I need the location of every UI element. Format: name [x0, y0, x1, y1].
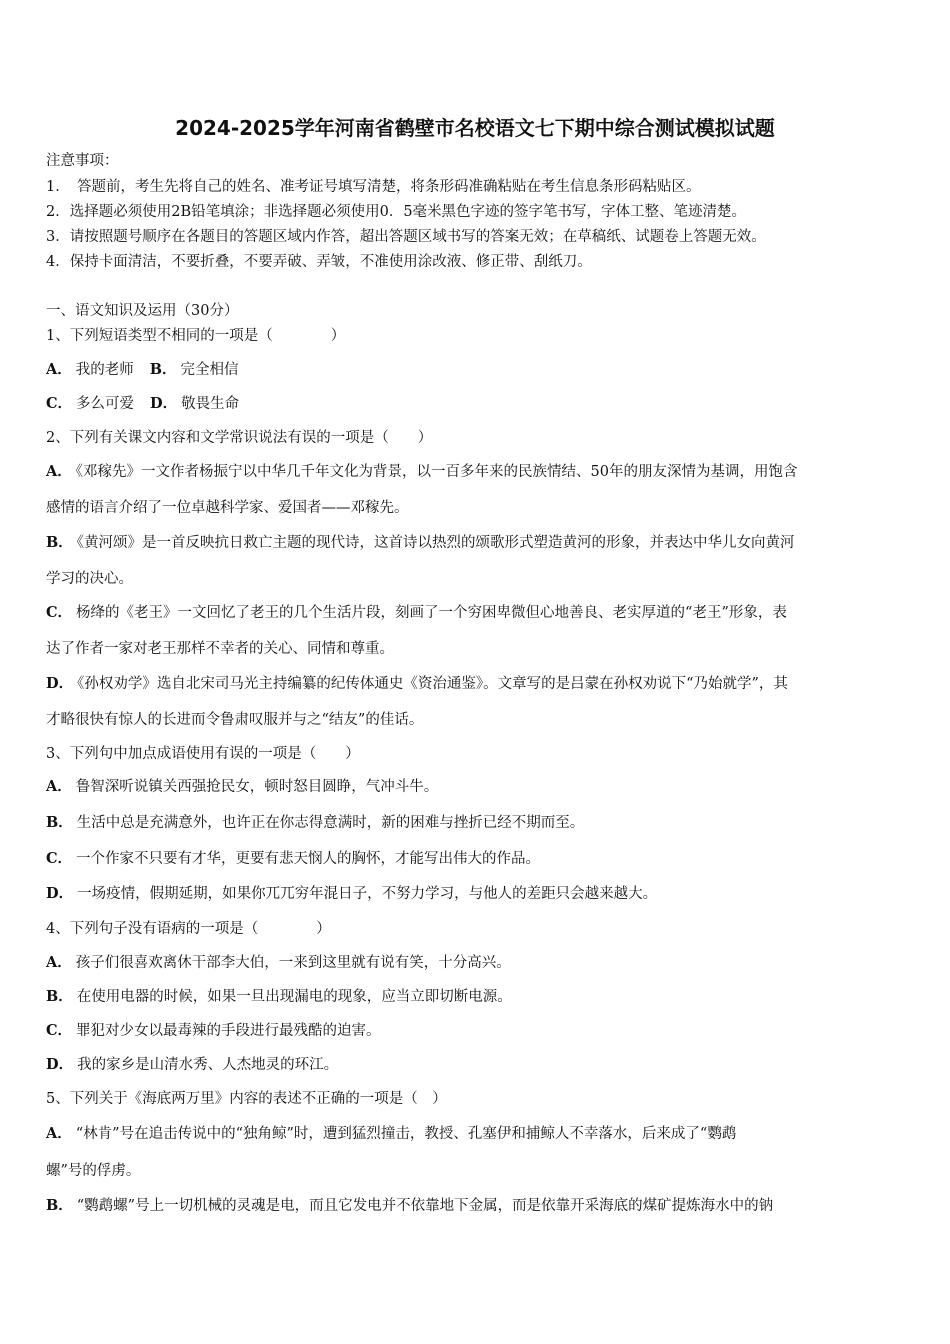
- option-label: C．: [46, 395, 73, 412]
- option-a-text: 鲁智深听说镇关西强抢民女，顿时怒目圆睁，气冲斗牛。: [75, 779, 439, 795]
- option-b-text: “鹦鹉螺”号上一切机械的灵魂是电，而且它发电并不依靠地下金属，而是依靠开采海底的煤矿提炼海水中的钠: [76, 1198, 774, 1214]
- question-2-option-d-cont: 才略很快有惊人的长进而令鲁肃叹服并与之“结友”的佳话。: [46, 712, 424, 728]
- option-c-text: 多么可爱: [76, 396, 135, 412]
- question-3-option-a: [46, 777, 438, 797]
- option-label: D．: [46, 1056, 74, 1073]
- option-a-text: 孩子们很喜欢离休干部李大伯，一来到这里就有说有笑，十分高兴。: [75, 955, 511, 971]
- notice-heading: 注意事项：: [46, 153, 119, 169]
- option-c-text: 罪犯对少女以最毒辣的手段进行最残酷的迫害。: [76, 1023, 381, 1039]
- option-label: D．: [46, 675, 74, 692]
- question-3-option-d: [46, 884, 657, 904]
- option-d-text: 我的家乡是山清水秀、人杰地灵的环江。: [77, 1057, 339, 1073]
- question-3-option-c: [46, 849, 540, 869]
- option-label: A．: [46, 954, 72, 971]
- question-2-option-a-cont: 感情的语言介绍了一位卓越科学家、爱国者——邓稼先。: [46, 500, 409, 516]
- notice-item: 4．保持卡面清洁，不要折叠，不要弄破、弄皱，不准使用涂改液、修正带、刮纸刀。: [46, 254, 592, 270]
- option-label: A．: [46, 463, 72, 480]
- question-4-option-c: [46, 1021, 381, 1041]
- option-d-text: 《孙权劝学》选自北宋司马光主持编纂的纪传体通史《资治通鉴》。文章写的是吕蒙在孙权劝说下“乃始就学”，其: [77, 676, 788, 692]
- section-heading: 一、语文知识及运用（30分）: [46, 303, 239, 319]
- option-label: D．: [46, 885, 74, 902]
- question-2-option-a: [46, 462, 797, 482]
- question-4-option-a: [46, 953, 511, 973]
- option-b-text: 《黄河颂》是一首反映抗日救亡主题的现代诗，这首诗以热烈的颂歌形式塑造黄河的形象，并表达中华儿女向黄河: [76, 535, 795, 551]
- notice-item: 1． 答题前，考生先将自己的姓名、准考证号填写清楚，将条形码准确粘贴在考生信息条形码粘贴区。: [46, 179, 701, 195]
- option-label: A．: [46, 361, 72, 378]
- option-b-text: 生活中总是充满意外，也许正在你志得意满时，新的困难与挫折已经不期而至。: [76, 815, 585, 831]
- option-a-text: “林肯”号在追击传说中的“独角鲸”时，遭到猛烈撞击，教授、孔塞伊和捕鲸人不幸落水，后来成了“鹦鹉: [75, 1126, 737, 1142]
- option-a-text: 我的老师: [75, 362, 134, 378]
- question-5-option-b: [46, 1196, 773, 1216]
- question-2-option-d: [46, 674, 788, 694]
- option-b-text: 在使用电器的时候，如果一旦出现漏电的现象，应当立即切断电源。: [76, 989, 512, 1005]
- option-label: A．: [46, 778, 72, 795]
- question-2-stem: 2、下列有关课文内容和文学常识说法有误的一项是（ ）: [46, 430, 433, 446]
- question-2-option-c: [46, 603, 787, 623]
- question-5-stem: 5、下列关于《海底两万里》内容的表述不正确的一项是（ ）: [46, 1091, 447, 1107]
- question-2-option-b: [46, 533, 795, 553]
- option-d-text: 敬畏生命: [181, 396, 240, 412]
- option-d-text: 一场疫情，假期延期，如果你兀兀穷年混日子，不努力学习，与他人的差距只会越来越大。: [77, 886, 658, 902]
- option-label: A．: [46, 1125, 72, 1142]
- option-label: C．: [46, 1022, 73, 1039]
- question-2-option-c-cont: 达了作者一家对老王那样不幸者的关心、同情和尊重。: [46, 641, 394, 657]
- question-5-option-a-cont: 螺”号的俘虏。: [46, 1163, 141, 1179]
- option-label: B．: [46, 1197, 73, 1214]
- question-1-options-ab: [46, 360, 239, 380]
- option-label: B．: [149, 361, 177, 378]
- question-2-option-b-cont: 学习的决心。: [46, 571, 133, 587]
- option-label: D．: [150, 395, 178, 412]
- notice-item: 3．请按照题号顺序在各题目的答题区域内作答，超出答题区域书写的答案无效；在草稿纸、试题卷上答题无效。: [46, 229, 766, 245]
- option-c-text: 杨绛的《老王》一文回忆了老王的几个生活片段，刻画了一个穷困卑微但心地善良、老实厚道的“老王”形象，表: [76, 605, 787, 621]
- option-label: C．: [46, 604, 73, 621]
- option-c-text: 一个作家不只要有才华，更要有悲天悯人的胸怀，才能写出伟大的作品。: [76, 851, 541, 867]
- option-b-text: 完全相信: [180, 362, 239, 378]
- option-a-text: 《邓稼先》一文作者杨振宁以中华几千年文化为背景，以一百多年来的民族情结、50年的朋友深情为基调，用饱含: [75, 464, 798, 480]
- option-label: B．: [46, 814, 73, 831]
- notice-item: 2．选择题必须使用2B铅笔填涂；非选择题必须使用0．5毫米黑色字迹的签字笔书写，字体工整、笔迹清楚。: [46, 204, 747, 220]
- question-4-option-d: [46, 1055, 338, 1075]
- option-label: B．: [46, 534, 73, 551]
- question-3-stem: 3、下列句中加点成语使用有误的一项是（ ）: [46, 746, 360, 762]
- question-4-stem: 4、下列句子没有语病的一项是（ ）: [46, 921, 331, 937]
- question-1-options-cd: [46, 394, 239, 414]
- question-5-option-a: [46, 1124, 736, 1144]
- page-title: 2024-2025学年河南省鹤壁市名校语文七下期中综合测试模拟试题: [175, 116, 775, 140]
- question-1-stem: 1、下列短语类型不相同的一项是（ ）: [46, 328, 346, 344]
- question-3-option-b: [46, 813, 584, 833]
- option-label: B．: [46, 988, 73, 1005]
- option-label: C．: [46, 850, 73, 867]
- question-4-option-b: [46, 987, 512, 1007]
